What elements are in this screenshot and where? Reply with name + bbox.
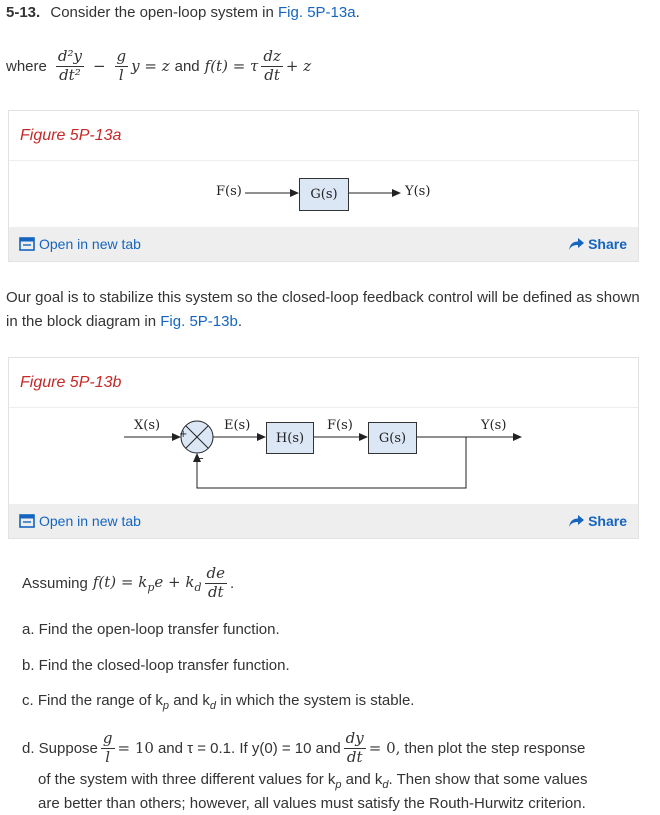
g-l-fraction [101, 728, 115, 766]
d-l-den: l [105, 747, 111, 766]
question-c-d: d [209, 700, 217, 712]
d-g-num: g [102, 728, 113, 747]
question-c-p: p [162, 700, 170, 712]
figure-b-share-label: Share [588, 513, 627, 529]
kp-sub: p [147, 580, 155, 594]
figure-a-link[interactable]: Fig. 5P-13a [278, 4, 356, 21]
assuming-line [22, 558, 234, 608]
figure-b-link[interactable]: Fig. 5P-13b [160, 313, 238, 330]
question-d-line2-text: of the system with three different values for k [38, 771, 336, 788]
figure-a-open-tab-label: Open in new tab [39, 236, 141, 252]
figure-a-footer [9, 227, 638, 261]
question-c [22, 692, 414, 712]
question-d-mid: and τ = 0.1. If y(0) = 10 and [157, 739, 341, 757]
question-d-eq: = 10 [117, 739, 154, 757]
question-c-pre: c. Find the range of k [22, 692, 163, 709]
figure-b-open-tab[interactable] [19, 513, 141, 529]
de-fraction [205, 563, 227, 601]
figure-a-block-g: G(s) [299, 178, 349, 211]
question-a: a. Find the open-loop transfer function. [22, 621, 280, 638]
goal-text: Our goal is to stabilize this system so the closed-loop feedback control will be defined as shown in the block diagram in [6, 289, 640, 330]
minus-sign: − [195, 452, 205, 465]
problem-number: 5-13. [6, 4, 41, 21]
d2y-num: d²y [57, 46, 82, 65]
figure-a-share[interactable] [569, 236, 627, 252]
figure-b-title: Figure 5P-13b [20, 374, 122, 391]
question-b: b. Find the closed-loop transfer function. [22, 657, 290, 674]
figure-a-output-label: Y(s) [405, 184, 431, 199]
figure-b-footer [9, 504, 638, 538]
figure-b-input-label: X(s) [134, 418, 161, 433]
question-d-line2-end: . Then show that some values [388, 771, 588, 788]
dz-fraction [261, 46, 283, 84]
g-num: g [116, 46, 127, 65]
d2y-fraction [56, 46, 84, 84]
problem-intro: Consider the open-loop system in [50, 4, 274, 21]
question-d-line2 [38, 771, 588, 791]
question-c-mid: and k [169, 692, 210, 709]
assuming-e: e + k [154, 572, 195, 591]
dy-num: dy [345, 728, 364, 747]
figure-b-block-h: H(s) [266, 422, 314, 454]
assuming-period: . [230, 574, 235, 592]
question-d-eq2: = 0, [368, 739, 401, 757]
g-over-l-fraction [115, 46, 129, 84]
dz-num: dz [263, 46, 281, 65]
question-d-post: then plot the step response [404, 739, 586, 757]
plus-sign: + [179, 429, 188, 440]
de-num: de [206, 563, 225, 582]
dy-den: dt [346, 747, 363, 766]
de-den: dt [207, 582, 224, 601]
goal-period: . [237, 313, 242, 330]
figure-a-open-tab[interactable] [19, 236, 141, 252]
eq2-rest: + z [285, 57, 312, 75]
question-d-line1 [22, 726, 585, 770]
figure-b-error-label: E(s) [224, 418, 251, 433]
equation-line: where $\frac{\text{d²y}}{\text{dt²}}$ − $\frac{g}{l}$ y = z and f(t) = τ $\frac{dz}{dt}$ + z [6, 46, 312, 84]
question-d-pre: d. Suppose [22, 739, 98, 757]
share-icon [569, 238, 584, 250]
open-tab-icon [19, 514, 35, 528]
eq1-rest: y = z [131, 57, 170, 75]
figure-a-title: Figure 5P-13a [20, 127, 122, 144]
question-c-post: in which the system is stable. [216, 692, 415, 709]
where-label: where [6, 57, 47, 75]
figure-a-box [8, 110, 639, 262]
and-label: and [174, 57, 200, 75]
question-d-line2-d: d [382, 779, 389, 791]
assuming-lhs-text: f(t) = k [92, 572, 148, 591]
assuming-label: Assuming [22, 574, 88, 592]
figure-b-block-g: G(s) [368, 422, 417, 454]
d2y-den: dt² [59, 65, 81, 84]
question-d-line2-p: p [335, 779, 342, 791]
figure-a-share-label: Share [588, 236, 627, 252]
figure-b-box [8, 357, 639, 539]
question-d-line2-and: and k [341, 771, 383, 788]
figure-b-output-label: Y(s) [481, 418, 507, 433]
dz-den: dt [264, 65, 280, 84]
problem-header [6, 4, 360, 21]
dy-fraction [344, 728, 366, 766]
figure-b-open-tab-label: Open in new tab [39, 513, 141, 529]
goal-paragraph [6, 286, 642, 334]
intro-period: . [355, 4, 360, 21]
open-tab-icon [19, 237, 35, 251]
figure-a-input-label: F(s) [216, 184, 242, 199]
figure-b-mid-label: F(s) [327, 418, 353, 433]
question-d-line3: are better than others; however, all values must satisfy the Routh-Hurwitz criterion. [38, 795, 586, 812]
l-den: l [118, 65, 124, 84]
assuming-lhs [93, 573, 202, 594]
eq2-lhs: f(t) = τ [204, 57, 259, 75]
kd-sub: d [194, 580, 202, 594]
figure-b-share[interactable] [569, 513, 627, 529]
share-icon [569, 515, 584, 527]
